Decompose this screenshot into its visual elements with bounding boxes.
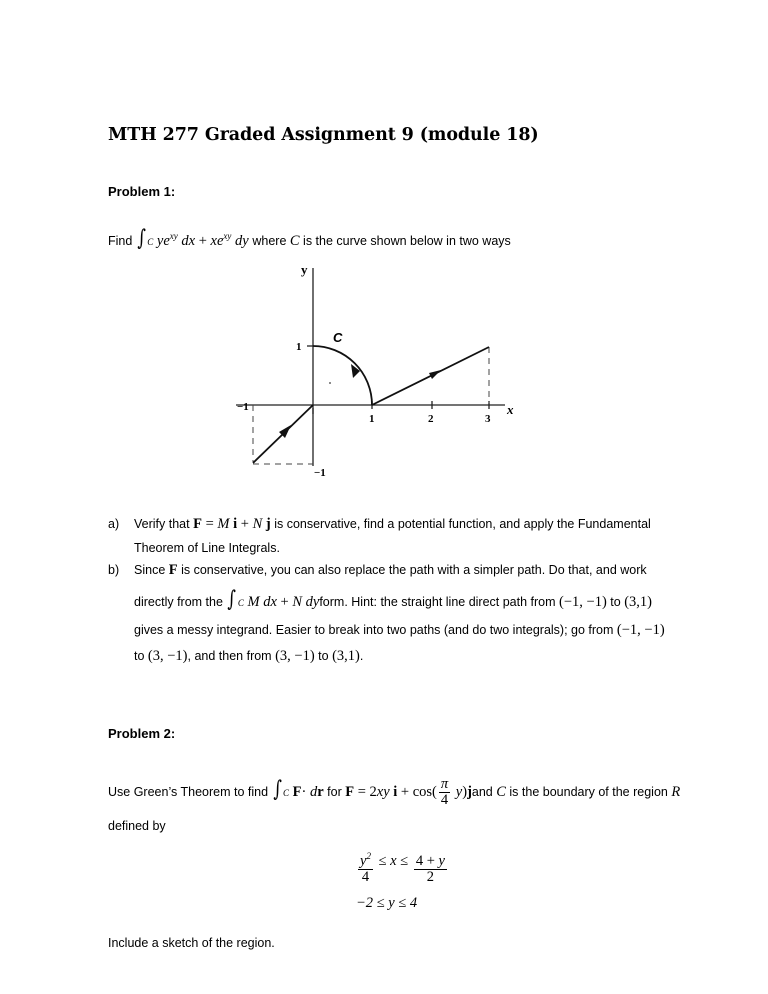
integral-subscript: C xyxy=(147,237,154,247)
intro-tail: is the curve shown below in two ways xyxy=(303,234,511,248)
problem-1-intro xyxy=(108,228,511,250)
part-b-label: b) xyxy=(108,563,120,577)
inequality-1: $\frac{y^2}{4}$ ≤ x ≤ $\frac{4 + y}{2}$ xyxy=(360,851,445,886)
problem-2-line-1 xyxy=(108,777,680,808)
point-mid: (3, −1) xyxy=(147,648,188,664)
integral-subscript-2: C xyxy=(237,598,244,608)
tick-y-1: 1 xyxy=(296,341,302,353)
integrand-formula: $ye^{xy}$ dx + $xe^{xy}$ dy xyxy=(153,231,253,249)
tick-x-2: 2 xyxy=(428,413,434,425)
vector-F-symbol: F xyxy=(168,562,178,578)
part-b-text-1: Since xyxy=(134,563,166,577)
tick-x-3: 3 xyxy=(485,413,491,425)
intro-curve-symbol: C xyxy=(289,233,300,249)
part-b-text-4d: . xyxy=(359,649,364,663)
quarter-arc xyxy=(313,346,372,405)
tick-x-1: 1 xyxy=(369,413,375,425)
integral-sign-2: ∫ xyxy=(227,587,237,612)
part-b-text-3a: gives a messy integrand. Easier to break into two paths (and do two integrals); go from xyxy=(134,623,614,637)
page-title: MTH 277 Graded Assignment 9 (module 18) xyxy=(108,125,539,145)
part-b-text-2c: to xyxy=(610,595,621,609)
part-a-text-1: Verify that xyxy=(134,517,190,531)
intro-find: Find xyxy=(108,234,133,248)
point-start-2: (−1, −1) xyxy=(616,622,665,638)
part-b-text-4a: to xyxy=(134,649,145,663)
curve-C-symbol: C xyxy=(496,784,506,801)
integral-subscript-3: C xyxy=(283,788,290,799)
region-symbol: R xyxy=(671,784,681,801)
arrow-2 xyxy=(351,364,360,378)
line-integral-form: M dx + N dy xyxy=(243,594,320,610)
problem-2-sketch-note: Include a sketch of the region. xyxy=(108,936,275,950)
tick-y-neg1: −1 xyxy=(314,467,326,479)
part-b-line-2 xyxy=(134,589,652,611)
inequality-2: −2 ≤ y ≤ 4 xyxy=(356,895,418,911)
point-mid-2: (3, −1) xyxy=(275,648,315,664)
problem-1-heading: Problem 1: xyxy=(108,184,176,199)
point-end: (3,1) xyxy=(624,594,652,610)
tick-x-neg1: −1 xyxy=(237,401,249,413)
problem-2-heading: Problem 2: xyxy=(108,726,176,741)
curve-graph xyxy=(220,255,520,490)
intro-where: where xyxy=(252,234,287,248)
part-b-text-2b: form. Hint: the straight line direct path from xyxy=(319,595,556,609)
part-a-line-2: Theorem of Line Integrals. xyxy=(134,541,280,555)
part-b-line-1 xyxy=(108,562,647,579)
vector-field-formula: F = M i + N j xyxy=(193,516,271,532)
part-b-line-4 xyxy=(134,648,363,665)
arrow-3 xyxy=(429,370,441,379)
work-integrand: F· dr xyxy=(292,784,324,801)
problem-2-text-1: Use Green’s Theorem to find xyxy=(108,785,269,800)
field-F-formula: F = 2xy i + cos( $\frac{\pi}{4}$ y)j xyxy=(345,776,472,809)
part-a-text-2: is conservative, find a potential function, and apply the Fundamental xyxy=(274,517,651,531)
y-axis-label: y xyxy=(301,262,308,277)
part-b-text-2a: directly from the xyxy=(134,595,223,609)
problem-2-line-2: defined by xyxy=(108,819,166,833)
problem-2-boundary: is the boundary of the region xyxy=(509,785,668,800)
point-end-2: (3,1) xyxy=(332,648,360,664)
part-a-line-1 xyxy=(108,516,651,533)
part-b-line-3 xyxy=(134,622,665,639)
part-a-label: a) xyxy=(108,517,120,531)
curve-label: C xyxy=(333,330,343,345)
x-axis-label: x xyxy=(507,402,514,417)
part-b-text-4c: to xyxy=(318,649,329,663)
problem-2-and: and xyxy=(471,785,493,800)
integral-sign-3: ∫ xyxy=(272,777,282,803)
point-start: (−1, −1) xyxy=(559,594,607,610)
part-b-text-4b: , and then from xyxy=(187,649,272,663)
part-b-text-1b: is conservative, you can also replace the path with a simpler path. Do that, and work xyxy=(181,563,647,577)
integral-sign: ∫ xyxy=(137,226,146,251)
problem-2-for: for xyxy=(327,785,342,800)
